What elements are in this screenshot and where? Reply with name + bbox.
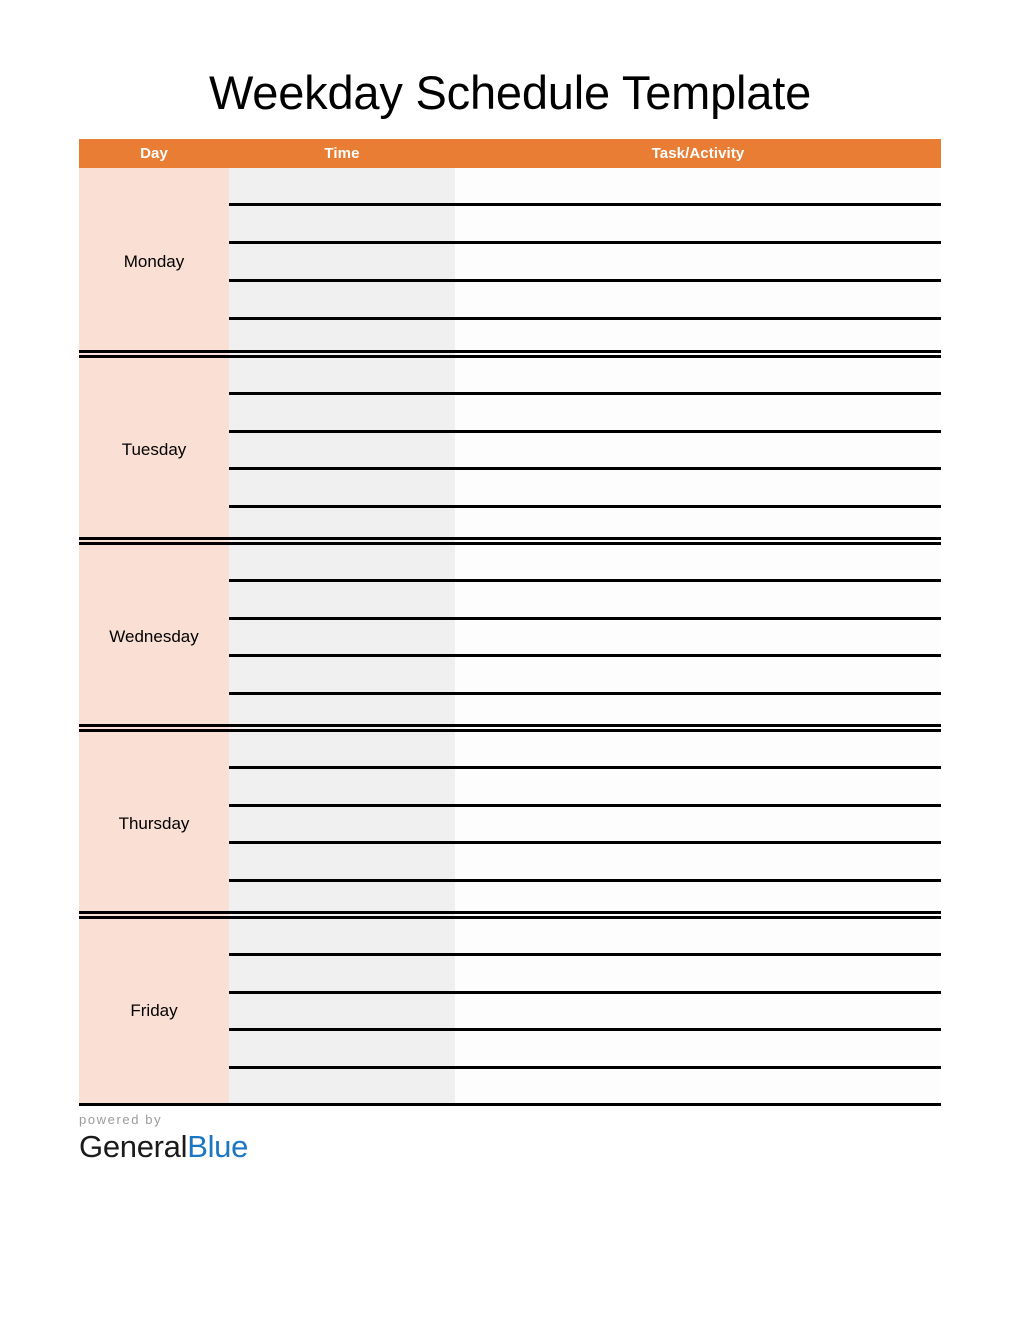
task-cell-thursday[interactable] bbox=[455, 732, 941, 916]
task-entry-field[interactable] bbox=[455, 168, 941, 203]
time-entry-field[interactable] bbox=[229, 953, 455, 990]
task-entry-field[interactable] bbox=[455, 279, 941, 317]
task-cell-tuesday[interactable] bbox=[455, 358, 941, 542]
time-entry-field[interactable] bbox=[229, 732, 455, 766]
time-entry-field[interactable] bbox=[229, 467, 455, 504]
time-entry-field[interactable] bbox=[229, 617, 455, 654]
weekday-schedule-table bbox=[79, 139, 941, 1106]
task-entry-field[interactable] bbox=[455, 579, 941, 616]
time-entry-field[interactable] bbox=[229, 1066, 455, 1103]
time-entry-field[interactable] bbox=[229, 241, 455, 279]
column-header-day: Day bbox=[140, 145, 168, 162]
task-entry-field[interactable] bbox=[455, 804, 941, 841]
task-entry-field[interactable] bbox=[455, 654, 941, 691]
time-entry-field[interactable] bbox=[229, 991, 455, 1028]
task-entry-field[interactable] bbox=[455, 1028, 941, 1065]
task-entry-field[interactable] bbox=[455, 392, 941, 429]
task-entry-field[interactable] bbox=[455, 841, 941, 878]
time-entry-field[interactable] bbox=[229, 545, 455, 579]
time-cell-wednesday[interactable] bbox=[229, 545, 455, 729]
day-label-friday: Friday bbox=[79, 919, 229, 1103]
powered-by-label: powered by bbox=[79, 1112, 163, 1127]
task-entry-field[interactable] bbox=[455, 617, 941, 654]
time-entry-field[interactable] bbox=[229, 919, 455, 953]
time-entry-field[interactable] bbox=[229, 203, 455, 241]
task-entry-field[interactable] bbox=[455, 467, 941, 504]
brand-name-blue: Blue bbox=[187, 1129, 249, 1164]
table-row bbox=[79, 542, 941, 729]
table-row bbox=[79, 355, 941, 542]
time-entry-field[interactable] bbox=[229, 766, 455, 803]
time-entry-field[interactable] bbox=[229, 279, 455, 317]
time-entry-field[interactable] bbox=[229, 579, 455, 616]
time-cell-monday[interactable] bbox=[229, 168, 455, 355]
task-entry-field[interactable] bbox=[455, 953, 941, 990]
footer-logo bbox=[79, 1112, 479, 1165]
task-entry-field[interactable] bbox=[455, 766, 941, 803]
day-label-monday: Monday bbox=[79, 168, 229, 355]
brand-name-general: General bbox=[79, 1129, 188, 1164]
task-entry-field[interactable] bbox=[455, 991, 941, 1028]
time-entry-field[interactable] bbox=[229, 168, 455, 203]
task-cell-wednesday[interactable] bbox=[455, 545, 941, 729]
task-entry-field[interactable] bbox=[455, 919, 941, 953]
day-label-tuesday: Tuesday bbox=[79, 358, 229, 542]
time-entry-field[interactable] bbox=[229, 804, 455, 841]
time-entry-field[interactable] bbox=[229, 358, 455, 392]
table-body bbox=[79, 168, 941, 1106]
time-cell-tuesday[interactable] bbox=[229, 358, 455, 542]
table-row bbox=[79, 168, 941, 355]
page-title: Weekday Schedule Template bbox=[208, 66, 812, 119]
generalblue-wordmark bbox=[79, 1129, 479, 1165]
time-entry-field[interactable] bbox=[229, 430, 455, 467]
day-label-thursday: Thursday bbox=[79, 732, 229, 916]
task-entry-field[interactable] bbox=[455, 1066, 941, 1103]
task-cell-friday[interactable] bbox=[455, 919, 941, 1103]
time-cell-friday[interactable] bbox=[229, 919, 455, 1103]
task-entry-field[interactable] bbox=[455, 203, 941, 241]
column-header-task-activity: Task/Activity bbox=[651, 145, 745, 162]
column-header-time: Time bbox=[324, 145, 360, 162]
table-header-row bbox=[79, 139, 941, 168]
table-row bbox=[79, 729, 941, 916]
task-entry-field[interactable] bbox=[455, 241, 941, 279]
time-entry-field[interactable] bbox=[229, 1028, 455, 1065]
task-cell-monday[interactable] bbox=[455, 168, 941, 355]
task-entry-field[interactable] bbox=[455, 358, 941, 392]
time-entry-field[interactable] bbox=[229, 841, 455, 878]
task-entry-field[interactable] bbox=[455, 430, 941, 467]
time-entry-field[interactable] bbox=[229, 392, 455, 429]
table-row bbox=[79, 916, 941, 1103]
time-entry-field[interactable] bbox=[229, 654, 455, 691]
day-label-wednesday: Wednesday bbox=[79, 545, 229, 729]
task-entry-field[interactable] bbox=[455, 732, 941, 766]
task-entry-field[interactable] bbox=[455, 545, 941, 579]
time-cell-thursday[interactable] bbox=[229, 732, 455, 916]
